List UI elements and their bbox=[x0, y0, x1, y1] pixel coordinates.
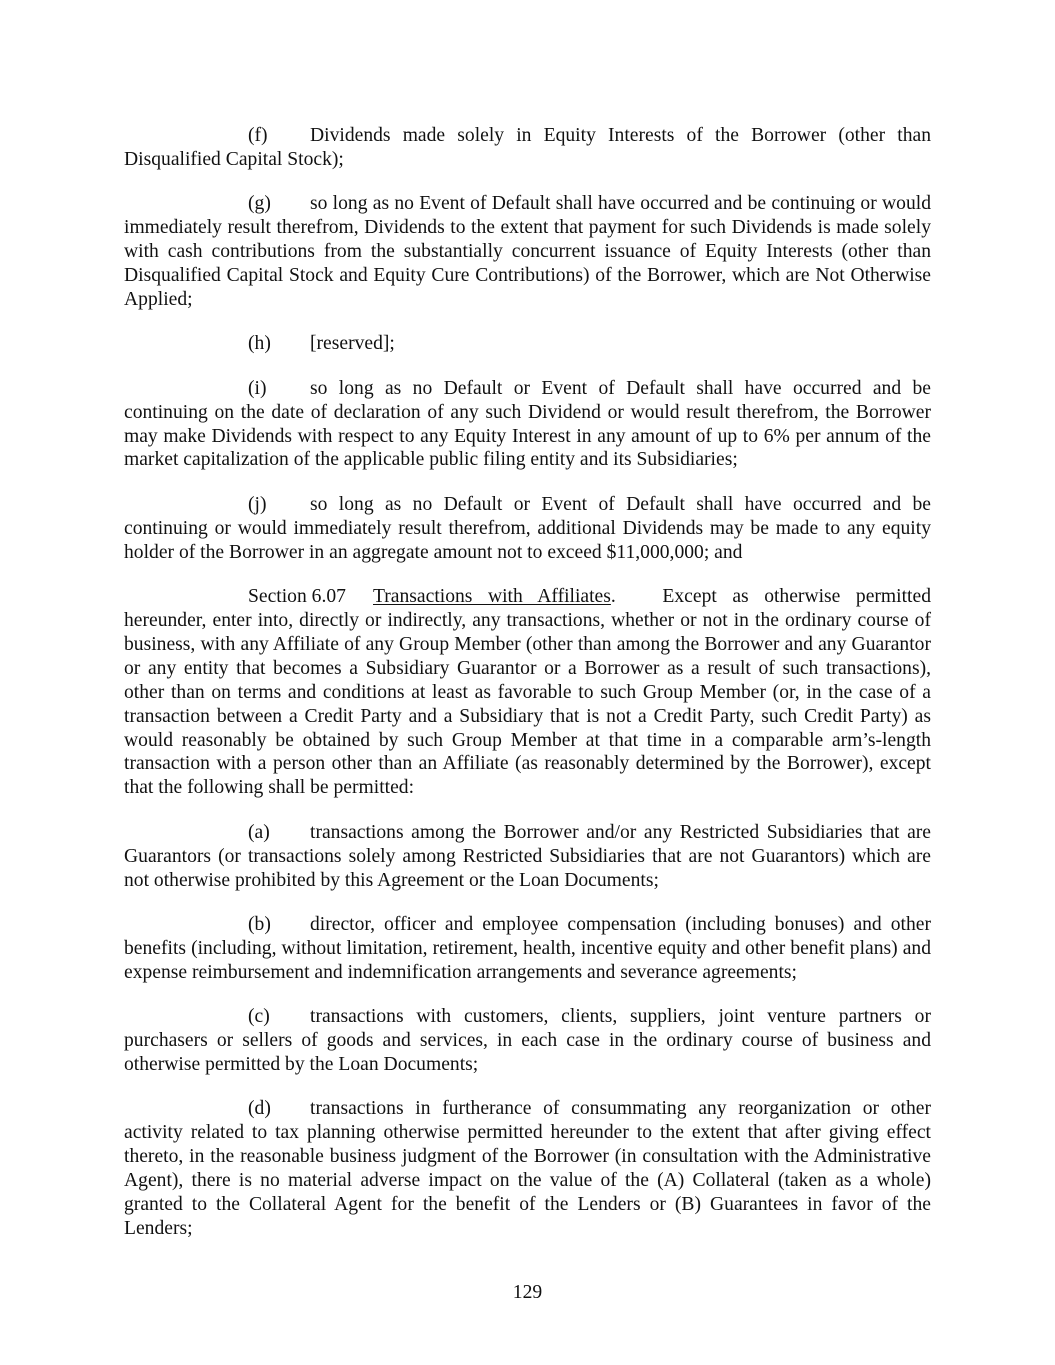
clause-h bbox=[124, 332, 931, 356]
clause-label: (a) bbox=[248, 821, 270, 843]
section-title-punct: . bbox=[610, 586, 616, 608]
clause-label: (g) bbox=[248, 193, 271, 215]
clause-label: (d) bbox=[248, 1098, 271, 1120]
clause-i bbox=[124, 377, 931, 473]
clause-label: (j) bbox=[248, 493, 267, 515]
clause-text: [reserved]; bbox=[310, 333, 395, 355]
clause-text: so long as no Event of Default shall have occurred and be continuing or would immediately result therefrom, Dividends to the extent that payment for such Dividends is made solely with cash contributions from the substantially concurrent issuance of Equity Interests (other than Disqualified Capital Stock and Equity Cure Contributions) of the Borrower, which are Not Otherwise Applied; bbox=[124, 193, 931, 310]
clause-label: (i) bbox=[248, 377, 267, 399]
section-clause-c bbox=[124, 1005, 931, 1077]
section-clause-a bbox=[124, 821, 931, 893]
clause-label: (h) bbox=[248, 333, 271, 355]
clause-label: (f) bbox=[248, 125, 268, 146]
clause-g bbox=[124, 192, 931, 312]
clause-j bbox=[124, 493, 931, 565]
page-number: 129 bbox=[512, 1282, 543, 1303]
section-text: Except as otherwise permitted hereunder, enter into, directly or indirectly, any transactions, whether or not in the ordinary course of business, with any Affiliate of any Group Member (other than among the Borrower and any Guarantor or any entity that becomes a Subsidiary Guarantor or a Borrower as a result of such transactions), other than on terms and conditions at least as favorable to such Group Member (or, in the case of a transaction between a Credit Party and a Subsidiary that is not a Credit Party, such Credit Party) as would reasonably be obtained by such Group Member at that time in a comparable arm’s-length transaction with a person other than an Affiliate (as reasonably determined by the Borrower), except that the following shall be permitted: bbox=[124, 586, 931, 799]
clause-label: (c) bbox=[248, 1006, 270, 1028]
clause-text: Dividends made solely in Equity Interests of the Borrower (other than Disqualified Capital Stock); bbox=[124, 125, 931, 170]
section-title: Transactions with Affiliates bbox=[373, 586, 611, 608]
section-clause-b bbox=[124, 913, 931, 985]
document-page bbox=[124, 124, 931, 1261]
clause-label: (b) bbox=[248, 913, 271, 935]
clause-f bbox=[124, 124, 931, 172]
clause-text: transactions with customers, clients, suppliers, joint venture partners or purchasers or sellers of goods and services, in each case in the ordinary course of business and otherwise permitted by the Loan Documents; bbox=[124, 1006, 931, 1075]
clause-text: so long as no Default or Event of Default shall have occurred and be continuing or would immediately result therefrom, additional Dividends may be made to any equity holder of the Borrower in an aggregate amount not to exceed $11,000,000; and bbox=[124, 493, 931, 563]
section-6-07 bbox=[124, 585, 931, 800]
clause-text: transactions in furtherance of consummating any reorganization or other activity related to tax planning otherwise permitted hereunder to the extent that after giving effect thereto, in the reasonable business judgment of the Borrower (in consultation with the Administrative Agent), there is no material adverse impact on the value of the (A) Collateral (taken as a whole) granted to the Collateral Agent for the benefit of the Lenders or (B) Guarantees in favor of the Lenders; bbox=[124, 1098, 931, 1239]
clause-text: transactions among the Borrower and/or any Restricted Subsidiaries that are Guarantors (or transactions solely among Restricted Subsidiaries that are not Guarantors) which are not otherwise prohibited by this Agreement or the Loan Documents; bbox=[124, 821, 931, 891]
clause-text: so long as no Default or Event of Default shall have occurred and be continuing on the date of declaration of any such Dividend or would result therefrom, the Borrower may make Dividends with respect to any Equity Interest in any amount of up to 6% per annum of the market capitalization of the applicable public filing entity and its Subsidiaries; bbox=[124, 377, 931, 471]
section-number: Section 6.07 bbox=[248, 586, 346, 608]
clause-text: director, officer and employee compensation (including bonuses) and other benefits (including, without limitation, retirement, health, incentive equity and other benefit plans) and expense reimbursement and indemnification arrangements and severance agreements; bbox=[124, 913, 931, 983]
section-clause-d bbox=[124, 1097, 931, 1240]
